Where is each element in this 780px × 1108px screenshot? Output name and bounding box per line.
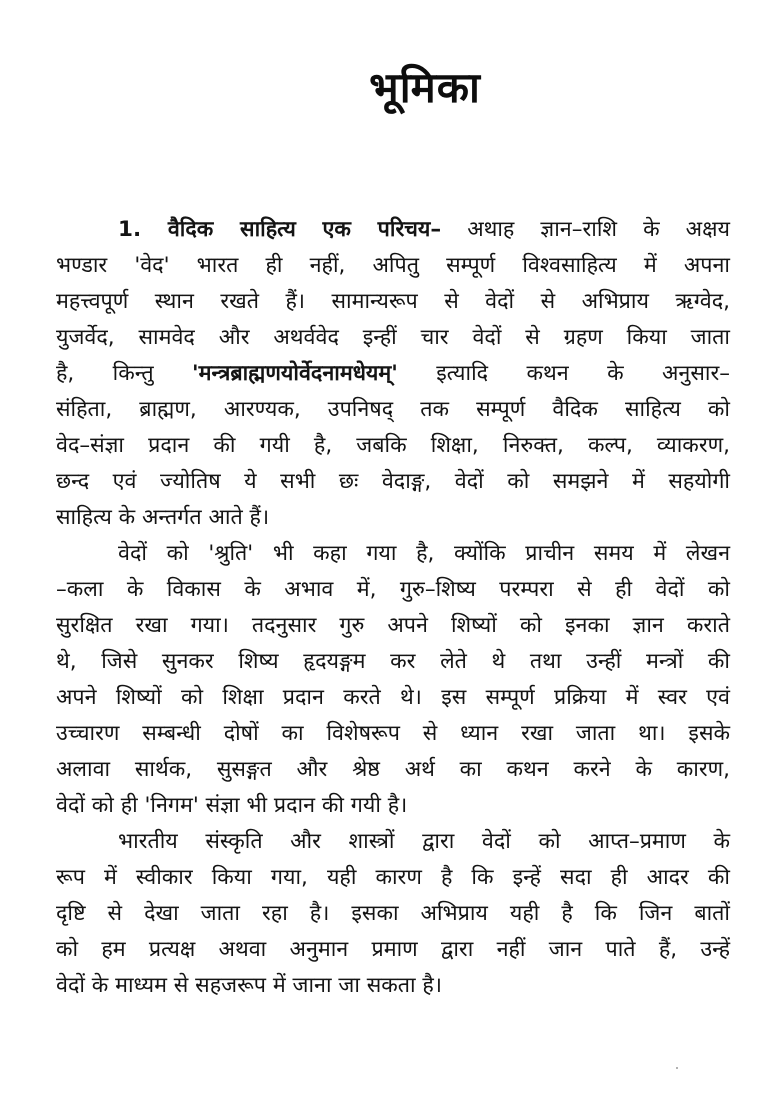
text-line: संहिता, ब्राह्मण, आरण्यक, उपनिषद् तक सम्पूर्ण वैदिक साहित्य को <box>56 397 730 422</box>
paragraph-shruti <box>56 536 730 824</box>
text-line: भारतीय संस्कृति और शास्त्रों द्वारा वेदों को आप्त–प्रमाण के <box>118 829 730 854</box>
quoted-sanskrit-term: 'मन्त्रब्राह्मणयोर्वेदनामधेयम्' <box>192 361 398 386</box>
text-line: रूप में स्वीकार किया गया, यही कारण है कि इन्हें सदा ही आदर की <box>56 865 730 890</box>
text-line: युजर्वेद, सामवेद और अथर्ववेद इन्हीं चार वेदों से ग्रहण किया जाता <box>56 325 730 350</box>
text-line: 1. वैदिक साहित्य एक परिचय– अथाह ज्ञान–राशि के अक्षय <box>118 217 730 242</box>
page-title: भूमिका <box>369 63 481 113</box>
text-line: है, किन्तु 'मन्त्रब्राह्मणयोर्वेदनामधेयम्' इत्यादि कथन के अनुसार– <box>56 361 730 386</box>
text-line: वेद–संज्ञा प्रदान की गयी है, जबकि शिक्षा, निरुक्त, कल्प, व्याकरण, <box>56 433 730 458</box>
text-line: उच्चारण सम्बन्धी दोषों का विशेषरूप से ध्यान रखा जाता था। इसके <box>56 721 730 746</box>
text-line: भण्डार 'वेद' भारत ही नहीं, अपितु सम्पूर्ण विश्वसाहित्य में अपना <box>56 253 730 278</box>
paragraph-apta-pramana <box>56 824 730 1004</box>
text-line: अलावा सार्थक, सुसङ्गत और श्रेष्ठ अर्थ का कथन करने के कारण, <box>56 757 730 782</box>
text-line: वेदों के माध्यम से सहजरूप में जाना जा सकता है। <box>56 973 442 998</box>
text-line: दृष्टि से देखा जाता रहा है। इसका अभिप्राय यही है कि जिन बातों <box>56 901 730 926</box>
text-line: वेदों को ही 'निगम' संज्ञा भी प्रदान की गयी है। <box>56 793 408 818</box>
text-line: वेदों को 'श्रुति' भी कहा गया है, क्योंकि प्राचीन समय में लेखन <box>118 541 730 566</box>
text-line: महत्त्वपूर्ण स्थान रखते हैं। सामान्यरूप से वेदों से अभिप्राय ऋग्वेद, <box>56 289 730 314</box>
scan-speck <box>676 1067 678 1069</box>
text-line: को हम प्रत्यक्ष अथवा अनुमान प्रमाण द्वारा नहीं जान पाते हैं, उन्हें <box>56 937 730 962</box>
section-heading: 1. वैदिक साहित्य एक परिचय– <box>118 217 442 242</box>
text-line: अपने शिष्यों को शिक्षा प्रदान करते थे। इस सम्पूर्ण प्रक्रिया में स्वर एवं <box>56 685 730 710</box>
text-line: सुरक्षित रखा गया। तदनुसार गुरु अपने शिष्यों को इनका ज्ञान कराते <box>56 613 730 638</box>
text-line: छन्द एवं ज्योतिष ये सभी छः वेदाङ्ग, वेदों को समझने में सहयोगी <box>56 469 730 494</box>
text-line: थे, जिसे सुनकर शिष्य हृदयङ्गम कर लेते थे तथा उन्हीं मन्त्रों की <box>56 649 730 674</box>
text-line: साहित्य के अन्तर्गत आते हैं। <box>56 505 270 530</box>
document-body <box>56 212 730 1004</box>
paragraph-vedic-literature-intro <box>56 212 730 536</box>
text-line: –कला के विकास के अभाव में, गुरु–शिष्य परम्परा से ही वेदों को <box>56 577 730 602</box>
